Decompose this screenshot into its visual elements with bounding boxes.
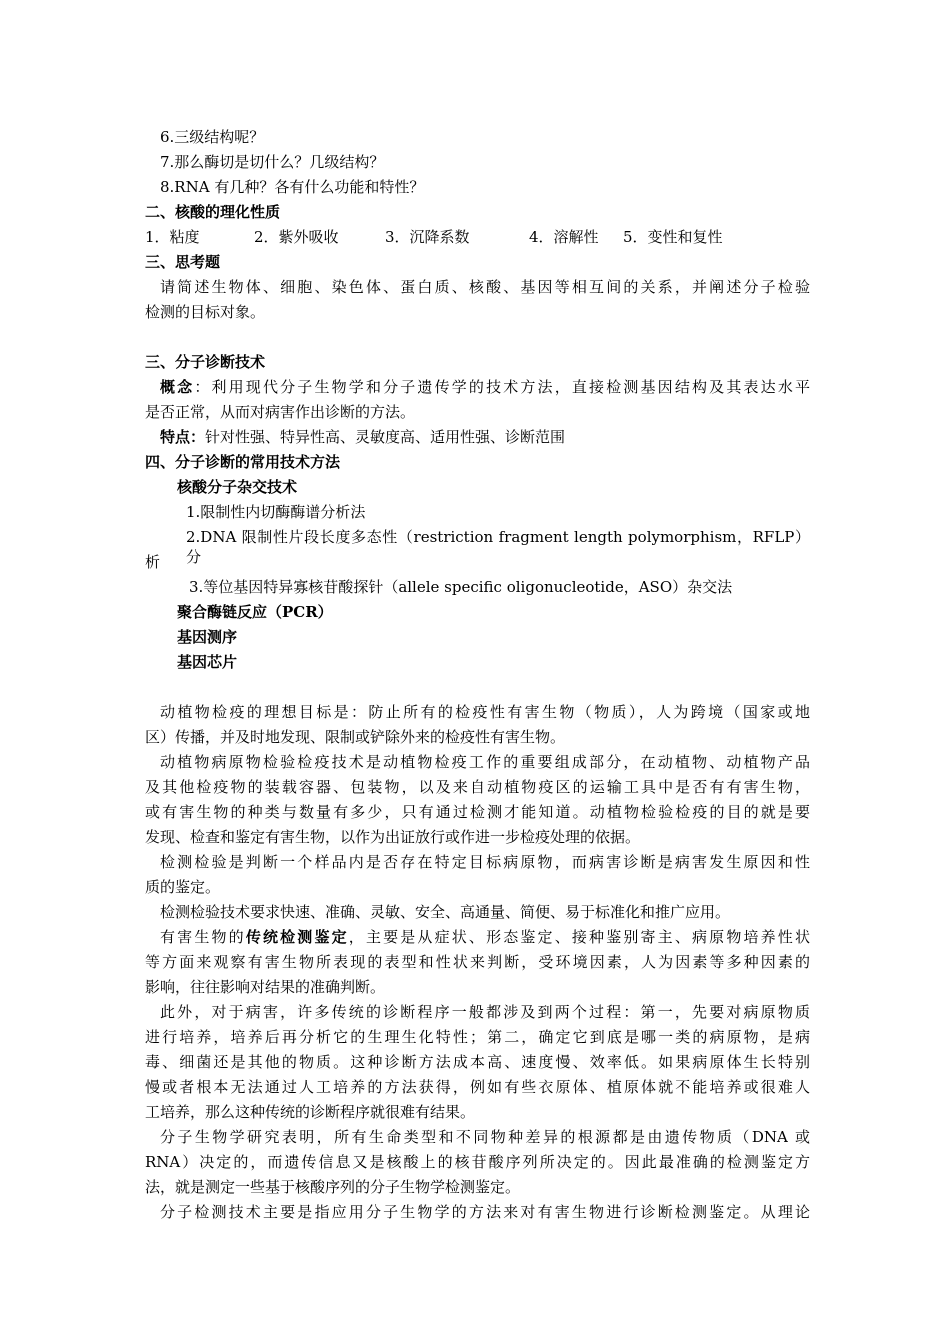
paragraph-line: 慢或者根本无法通过人工培养的方法获得，例如有些衣原体、植原体就不能培养或很难人	[145, 1078, 810, 1096]
method-chip: 基因芯片	[177, 653, 238, 671]
think-text: 检测的目标对象。	[145, 303, 266, 321]
property-item: 1．粘度	[145, 228, 200, 246]
paragraph-line	[160, 927, 810, 949]
paragraph-line: 此外，对于病害，许多传统的诊断程序一般都涉及到两个过程：第一，先要对病原物质	[160, 1003, 810, 1021]
feature-label: 特点：	[160, 428, 206, 446]
think-text: 请简述生物体、细胞、染色体、蛋白质、核酸、基因等相互间的关系，并阐述分子检验	[160, 278, 810, 296]
paragraph-line: 毒、细菌还是其他的物质。这种诊断方法成本高、速度慢、效率低。如果病原体生长特别	[145, 1053, 810, 1071]
method-item: 1.限制性内切酶酶谱分析法	[186, 503, 366, 521]
concept-label: 概念	[160, 378, 195, 396]
property-item: 3．沉降系数	[385, 228, 470, 246]
paragraph-line: 工培养，那么这种传统的诊断程序就很难有结果。	[145, 1103, 476, 1121]
paragraph-line: 区）传播，并及时地发现、限制或铲除外来的检疫性有害生物。	[145, 728, 566, 746]
property-item: 2．紫外吸收	[254, 228, 339, 246]
paragraph-line: 分子生物学研究表明，所有生命类型和不同物种差异的根源都是由遗传物质（DNA 或	[160, 1128, 810, 1146]
method-sequencing: 基因测序	[177, 628, 238, 646]
property-item: 5．变性和复性	[623, 228, 723, 246]
question-8: 8.RNA 有几种？各有什么功能和特性？	[160, 178, 425, 196]
method-hybridization: 核酸分子杂交技术	[177, 478, 298, 496]
feature-text: 针对性强、特异性高、灵敏度高、适用性强、诊断范围	[205, 428, 566, 446]
properties-list	[145, 227, 810, 249]
concept-text: ：利用现代分子生物学和分子遗传学的技术方法，直接检测基因结构及其表达水平	[194, 378, 810, 396]
paragraph-line: 质的鉴定。	[145, 878, 221, 896]
paragraph-line: 法，就是测定一些基于核酸序列的分子生物学检测鉴定。	[145, 1178, 521, 1196]
text-run: 有害生物的	[160, 928, 246, 946]
feature-line	[160, 427, 810, 449]
paragraph-line: 及其他检疫物的装载容器、包装物，以及来自动植物疫区的运输工具中是否有有害生物，	[145, 778, 810, 796]
heading-methods: 四、分子诊断的常用技术方法	[145, 453, 341, 471]
bold-term: 传统检测鉴定	[245, 928, 349, 946]
heading-think-questions: 三、思考题	[145, 253, 221, 271]
paragraph-line: 分子检测技术主要是指应用分子生物学的方法来对有害生物进行诊断检测鉴定。从理论	[160, 1203, 810, 1221]
paragraph-line: 检测检验是判断一个样品内是否存在特定目标病原物，而病害诊断是病害发生原因和性	[160, 853, 810, 871]
concept-line	[160, 377, 810, 399]
paragraph-line: 动植物检疫的理想目标是：防止所有的检疫性有害生物（物质），人为跨境（国家或地	[160, 703, 810, 721]
question-7: 7.那么酶切是切什么？几级结构？	[160, 153, 385, 171]
paragraph-line: 等方面来观察有害生物所表现的表型和性状来判断，受环境因素，人为因素等多种因素的	[145, 953, 810, 971]
paragraph-line: 动植物病原物检验检疫技术是动植物检疫工作的重要组成部分，在动植物、动植物产品	[160, 753, 810, 771]
heading-nucleic-acid-properties: 二、核酸的理化性质	[145, 203, 281, 221]
paragraph-line: 进行培养，培养后再分析它的生理生化特性；第二，确定它到底是哪一类的病原物，是病	[145, 1028, 810, 1046]
property-item: 4．溶解性	[529, 228, 599, 246]
method-item: 2.DNA 限制性片段长度多态性（restriction fragment length polymorphism，RFLP）分	[186, 528, 810, 566]
text-run: ，主要是从症状、形态鉴定、接种鉴别寄主、病原物培养性状	[348, 928, 810, 946]
paragraph-line: 检测检验技术要求快速、准确、灵敏、安全、高通量、简便、易于标准化和推广应用。	[160, 903, 731, 921]
heading-molecular-diagnosis: 三、分子诊断技术	[145, 353, 266, 371]
method-item: 析	[145, 553, 161, 571]
method-pcr: 聚合酶链反应（PCR）	[177, 603, 333, 621]
question-6: 6.三级结构呢？	[160, 128, 265, 146]
paragraph-line: RNA）决定的，而遗传信息又是核酸上的核苷酸序列所决定的。因此最准确的检测鉴定方	[145, 1153, 810, 1171]
paragraph-line: 影响，往往影响对结果的准确判断。	[145, 978, 386, 996]
method-item: 3.等位基因特异寡核苷酸探针（allele specific oligonucleotide，ASO）杂交法	[189, 578, 733, 596]
paragraph-line: 发现、检查和鉴定有害生物，以作为出证放行或作进一步检疫处理的依据。	[145, 828, 641, 846]
paragraph-line: 或有害生物的种类与数量有多少，只有通过检测才能知道。动植物检验检疫的目的就是要	[145, 803, 810, 821]
concept-text: 是否正常，从而对病害作出诊断的方法。	[145, 403, 416, 421]
